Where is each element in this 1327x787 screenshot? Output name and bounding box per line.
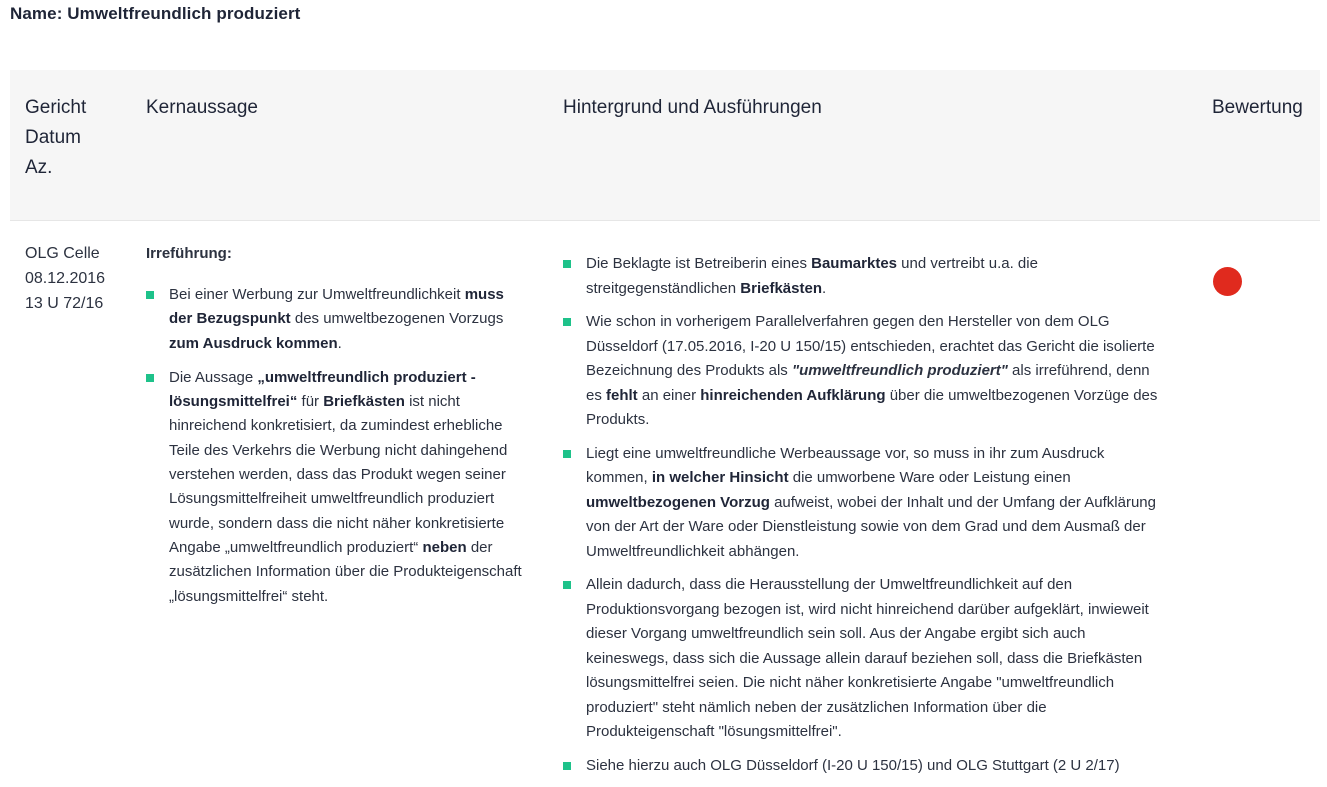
hintergrund-cell: [563, 252, 1163, 787]
body-text: Allein dadurch, dass die Herausstellung der Umweltfreundlichkeit auf den Produktionsvorgang bezogen ist, wird nicht hinreichend darüber aufgeklärt, inwieweit dieser Vorgang umweltfreundlich sein soll. Aus der Angabe ergibt sich auch keineswegs, dass sich die Aussage allein darauf beziehen soll, dass die Briefkästen lösungsmittelfrei seien. Die nicht näher konkretisierte Angabe "umweltfreundlich produziert" steht nämlich neben der zusätzlichen Information über die Produkteigenschaft "lösungsmittelfrei".: [586, 576, 1149, 740]
table-row: [10, 220, 1320, 785]
body-text: die umworbene Ware oder Leistung einen: [788, 469, 1071, 486]
body-text: Liegt eine umweltfreundliche Werbeaussage vor, so muss in ihr zum Ausdruck kommen,: [586, 444, 1105, 486]
kernaussage-cell: [146, 244, 526, 619]
body-text: ist nicht hinreichend konkretisiert, da zumindest erhebliche Teile des Verkehrs die Werbung nicht dahingehend verstehen werden, dass das Produkt wegen seiner Lösungsmittelfreiheit umweltfreundlich produziert wurde, sondern dass die nicht näher konkretisierte Angabe „umweltfreundlich produziert“: [169, 393, 508, 556]
emphasis-text: "umweltfreundlich produziert": [791, 362, 1008, 379]
body-text: .: [337, 334, 342, 352]
body-text: .: [821, 279, 827, 297]
bullet-square-icon: [563, 581, 571, 589]
header-court-line: Gericht: [25, 97, 87, 118]
body-text: der zusätzlichen Information über die Produkteigenschaft „lösungsmittelfrei“ steht.: [169, 538, 522, 605]
body-text: des umweltbezogenen Vorzugs: [290, 310, 504, 328]
list-item: [563, 573, 1163, 745]
header-date-line: Datum: [25, 127, 81, 148]
decision-date: 08.12.2016: [25, 270, 106, 287]
court-info: [25, 241, 105, 316]
bullet-square-icon: [563, 260, 571, 268]
court-name: OLG Celle: [25, 245, 100, 262]
body-text: Wie schon in vorherigem Parallelverfahren gegen den Hersteller von dem OLG Düsseldorf (17.05.2016, I-20 U 150/15) entschieden, erachtet das Gericht die isolierte Bezeichnung des Produkts als: [586, 313, 1155, 379]
emphasis-text: Briefkästen: [740, 279, 822, 297]
body-text: und vertreibt u.a. die streitgegenständlichen: [586, 255, 1038, 297]
list-item: [563, 442, 1163, 565]
bullet-square-icon: [563, 450, 571, 458]
kernaussage-heading: Irreführung:: [146, 245, 232, 262]
bullet-square-icon: [563, 318, 571, 326]
list-item: [146, 366, 526, 609]
header-hintergrund: Hintergrund und Ausführungen: [563, 97, 822, 118]
body-text: als irreführend, denn es: [586, 362, 1150, 404]
page-title: Name: Umweltfreundlich produziert: [10, 4, 301, 23]
bullet-square-icon: [563, 762, 571, 770]
bullet-square-icon: [146, 374, 154, 382]
hintergrund-list: [563, 252, 1163, 778]
body-text: Siehe hierzu auch OLG Düsseldorf (I-20 U 150/15) und OLG Stuttgart (2 U 2/17): [586, 756, 1120, 774]
emphasis-text: Briefkästen: [323, 393, 405, 411]
header-court: [25, 93, 125, 183]
kernaussage-list: [146, 283, 526, 609]
body-text: Die Aussage: [169, 368, 258, 386]
body-text: Die Beklagte ist Betreiberin eines: [586, 255, 812, 272]
bullet-square-icon: [146, 291, 154, 299]
emphasis-text: neben: [422, 538, 467, 556]
emphasis-text: muss der Bezugspunkt: [169, 286, 504, 328]
list-item: [563, 754, 1163, 779]
header-bewertung: Bewertung: [1212, 97, 1303, 118]
body-text: für: [297, 393, 324, 411]
header-kernaussage: Kernaussage: [146, 97, 258, 118]
emphasis-text: in welcher Hinsicht: [651, 469, 789, 486]
emphasis-text: hinreichenden Aufklärung: [700, 386, 886, 404]
emphasis-text: „umweltfreundlich produziert - lösungsmittelfrei“: [169, 368, 476, 411]
body-text: über die umweltbezogenen Vorzüge des Produkts.: [586, 386, 1158, 428]
body-text: aufweist, wobei der Inhalt und der Umfang der Aufklärung von der Art der Ware oder Dienstleistung sowie von dem Grad und dem Ausmaß der Umweltfreundlichkeit abhängen.: [586, 493, 1156, 560]
case-number: 13 U 72/16: [25, 295, 104, 312]
list-item: [146, 283, 526, 356]
list-item: [563, 310, 1163, 433]
rating-red-dot: [1213, 267, 1242, 296]
body-text: an einer: [637, 386, 701, 404]
emphasis-text: umweltbezogenen Vorzug: [586, 493, 770, 511]
emphasis-text: fehlt: [606, 386, 638, 404]
emphasis-text: zum Ausdruck kommen: [169, 334, 338, 352]
body-text: Bei einer Werbung zur Umweltfreundlichkeit: [169, 286, 465, 303]
list-item: [563, 252, 1163, 301]
emphasis-text: Baumarktes: [811, 255, 898, 272]
header-az-line: Az.: [25, 157, 53, 178]
table-header: [10, 70, 1320, 221]
